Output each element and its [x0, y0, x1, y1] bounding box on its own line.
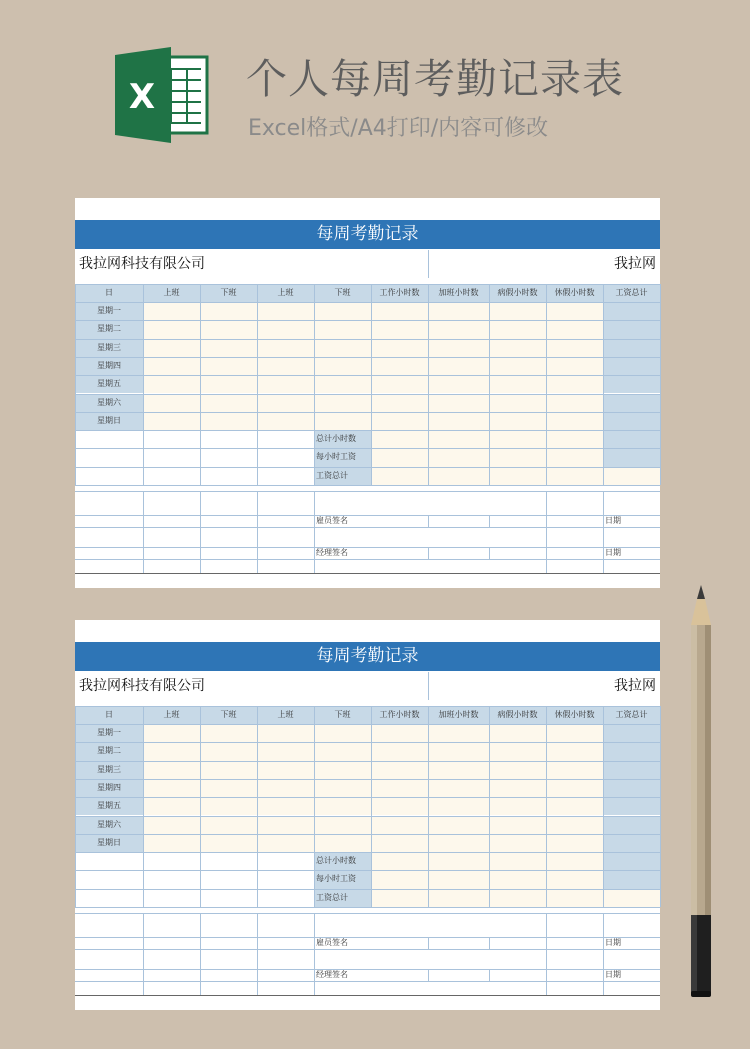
summary-total-cell: [603, 467, 660, 485]
grid-line: [428, 250, 429, 278]
day-input-row: [143, 357, 603, 375]
column-header: 上班: [257, 284, 314, 302]
grid-line: [75, 816, 660, 817]
grid-line: [75, 375, 660, 376]
grid-line: [428, 284, 429, 485]
grid-line: [75, 430, 660, 431]
day-input-row: [143, 779, 603, 797]
day-input-row: [143, 302, 603, 320]
company-name: 我拉网科技有限公司: [79, 256, 205, 272]
summary-label: 总计小时数: [314, 430, 371, 448]
day-input-row: [143, 320, 603, 338]
grid-line: [428, 969, 429, 981]
grid-line: [75, 339, 660, 340]
timesheet-sheet-2: [75, 620, 660, 1010]
day-label: 星期二: [75, 742, 143, 760]
manager-signature-label: 经理签名: [316, 970, 348, 979]
column-header: 下班: [200, 284, 257, 302]
grid-line: [546, 284, 547, 485]
grid-line: [75, 357, 660, 358]
grid-line: [660, 706, 661, 907]
grid-line: [75, 995, 660, 996]
column-header: 休假小时数: [546, 706, 603, 724]
date-label: 日期: [605, 548, 621, 557]
column-header: 上班: [143, 284, 200, 302]
grid-line: [75, 491, 660, 492]
grid-line: [603, 284, 604, 485]
brand-name: 我拉网: [614, 256, 656, 272]
summary-input: [371, 448, 603, 466]
grid-line: [75, 485, 660, 486]
day-label: 星期日: [75, 834, 143, 852]
grid-line: [200, 491, 201, 573]
grid-line: [200, 706, 201, 907]
grid-line: [314, 913, 315, 995]
day-input-row: [143, 797, 603, 815]
brand-name: 我拉网: [614, 678, 656, 694]
grid-line: [314, 491, 315, 573]
grid-line: [371, 284, 372, 485]
grid-line: [489, 515, 490, 527]
grid-line: [428, 706, 429, 907]
day-input-row: [143, 375, 603, 393]
day-label: 星期五: [75, 797, 143, 815]
day-label: 星期五: [75, 375, 143, 393]
grid-line: [546, 913, 547, 995]
day-total-cell: [603, 742, 660, 760]
summary-total-cell: [603, 448, 660, 466]
column-header: 加班小时数: [428, 284, 489, 302]
day-total-cell: [603, 779, 660, 797]
grid-line: [75, 907, 660, 908]
grid-line: [75, 742, 660, 743]
summary-total-cell: [603, 889, 660, 907]
grid-line: [143, 284, 144, 485]
summary-total-cell: [603, 870, 660, 888]
grid-line: [603, 491, 604, 573]
grid-line: [428, 547, 429, 559]
summary-label: 工资总计: [314, 889, 371, 907]
day-label: 星期四: [75, 779, 143, 797]
summary-total-cell: [603, 430, 660, 448]
grid-line: [75, 834, 660, 835]
pencil-icon: [683, 585, 719, 1005]
grid-line: [75, 852, 660, 853]
day-input-row: [143, 724, 603, 742]
grid-line: [489, 706, 490, 907]
company-name: 我拉网科技有限公司: [79, 678, 205, 694]
excel-logo-icon: [115, 47, 211, 143]
grid-line: [603, 913, 604, 995]
day-label: 星期四: [75, 357, 143, 375]
grid-line: [75, 320, 660, 321]
grid-line: [75, 527, 660, 528]
column-header: 休假小时数: [546, 284, 603, 302]
column-header: 工作小时数: [371, 284, 428, 302]
grid-line: [75, 724, 660, 725]
summary-input: [371, 852, 603, 870]
page-subtitle: Excel格式/A4打印/内容可修改: [248, 116, 549, 141]
sheet-title: 每周考勤记录: [75, 220, 660, 249]
grid-line: [75, 394, 660, 395]
grid-line: [75, 448, 660, 449]
day-total-cell: [603, 375, 660, 393]
grid-line: [75, 559, 660, 560]
day-label: 星期一: [75, 302, 143, 320]
grid-line: [75, 284, 660, 285]
grid-line: [546, 706, 547, 907]
grid-line: [371, 706, 372, 907]
column-header: 下班: [314, 706, 371, 724]
day-label: 星期六: [75, 394, 143, 412]
day-total-cell: [603, 834, 660, 852]
grid-line: [75, 761, 660, 762]
column-header: 下班: [314, 284, 371, 302]
grid-line: [75, 573, 660, 574]
page-title: 个人每周考勤记录表: [246, 55, 624, 103]
column-header: 上班: [257, 706, 314, 724]
day-total-cell: [603, 816, 660, 834]
grid-line: [75, 302, 660, 303]
grid-line: [75, 779, 660, 780]
day-total-cell: [603, 339, 660, 357]
date-label: 日期: [605, 516, 621, 525]
summary-input: [371, 889, 603, 907]
day-input-row: [143, 394, 603, 412]
day-total-cell: [603, 302, 660, 320]
day-total-cell: [603, 797, 660, 815]
summary-label: 每小时工资: [314, 870, 371, 888]
date-label: 日期: [605, 938, 621, 947]
grid-line: [428, 672, 429, 700]
day-total-cell: [603, 357, 660, 375]
grid-line: [75, 889, 660, 890]
grid-line: [200, 913, 201, 995]
grid-line: [257, 491, 258, 573]
grid-line: [489, 547, 490, 559]
day-input-row: [143, 834, 603, 852]
column-header: 工作小时数: [371, 706, 428, 724]
logo-letter: X: [128, 77, 156, 117]
day-total-cell: [603, 320, 660, 338]
summary-total-cell: [603, 852, 660, 870]
summary-label: 工资总计: [314, 467, 371, 485]
day-total-cell: [603, 412, 660, 430]
column-header: 病假小时数: [489, 284, 546, 302]
column-header: 日: [75, 284, 143, 302]
day-input-row: [143, 816, 603, 834]
day-label: 星期日: [75, 412, 143, 430]
day-input-row: [143, 761, 603, 779]
grid-line: [489, 937, 490, 949]
grid-line: [428, 515, 429, 527]
grid-line: [200, 284, 201, 485]
grid-line: [75, 949, 660, 950]
day-label: 星期三: [75, 761, 143, 779]
grid-line: [75, 981, 660, 982]
column-header: 下班: [200, 706, 257, 724]
employee-signature-label: 雇员签名: [316, 938, 348, 947]
grid-line: [603, 706, 604, 907]
summary-label: 每小时工资: [314, 448, 371, 466]
grid-line: [257, 706, 258, 907]
grid-line: [428, 937, 429, 949]
day-input-row: [143, 412, 603, 430]
day-total-cell: [603, 761, 660, 779]
summary-input: [371, 870, 603, 888]
manager-signature-label: 经理签名: [316, 548, 348, 557]
sheet-title: 每周考勤记录: [75, 642, 660, 671]
day-total-cell: [603, 724, 660, 742]
grid-line: [257, 913, 258, 995]
grid-line: [489, 969, 490, 981]
column-header: 上班: [143, 706, 200, 724]
grid-line: [75, 284, 76, 485]
grid-line: [75, 412, 660, 413]
day-label: 星期三: [75, 339, 143, 357]
column-header: 日: [75, 706, 143, 724]
grid-line: [660, 284, 661, 485]
date-label: 日期: [605, 970, 621, 979]
day-label: 星期六: [75, 816, 143, 834]
grid-line: [75, 870, 660, 871]
employee-signature-label: 雇员签名: [316, 516, 348, 525]
grid-line: [75, 913, 660, 914]
column-header: 工资总计: [603, 706, 660, 724]
grid-line: [143, 913, 144, 995]
grid-line: [314, 284, 315, 485]
summary-input: [371, 467, 603, 485]
grid-line: [143, 706, 144, 907]
column-header: 工资总计: [603, 284, 660, 302]
day-label: 星期一: [75, 724, 143, 742]
grid-line: [314, 706, 315, 907]
grid-line: [546, 491, 547, 573]
day-total-cell: [603, 394, 660, 412]
grid-line: [143, 491, 144, 573]
grid-line: [489, 284, 490, 485]
summary-label: 总计小时数: [314, 852, 371, 870]
grid-line: [75, 706, 660, 707]
day-input-row: [143, 742, 603, 760]
day-label: 星期二: [75, 320, 143, 338]
summary-input: [371, 430, 603, 448]
grid-line: [257, 284, 258, 485]
timesheet-sheet-1: [75, 198, 660, 588]
grid-line: [75, 467, 660, 468]
column-header: 加班小时数: [428, 706, 489, 724]
grid-line: [75, 797, 660, 798]
column-header: 病假小时数: [489, 706, 546, 724]
day-input-row: [143, 339, 603, 357]
grid-line: [75, 706, 76, 907]
